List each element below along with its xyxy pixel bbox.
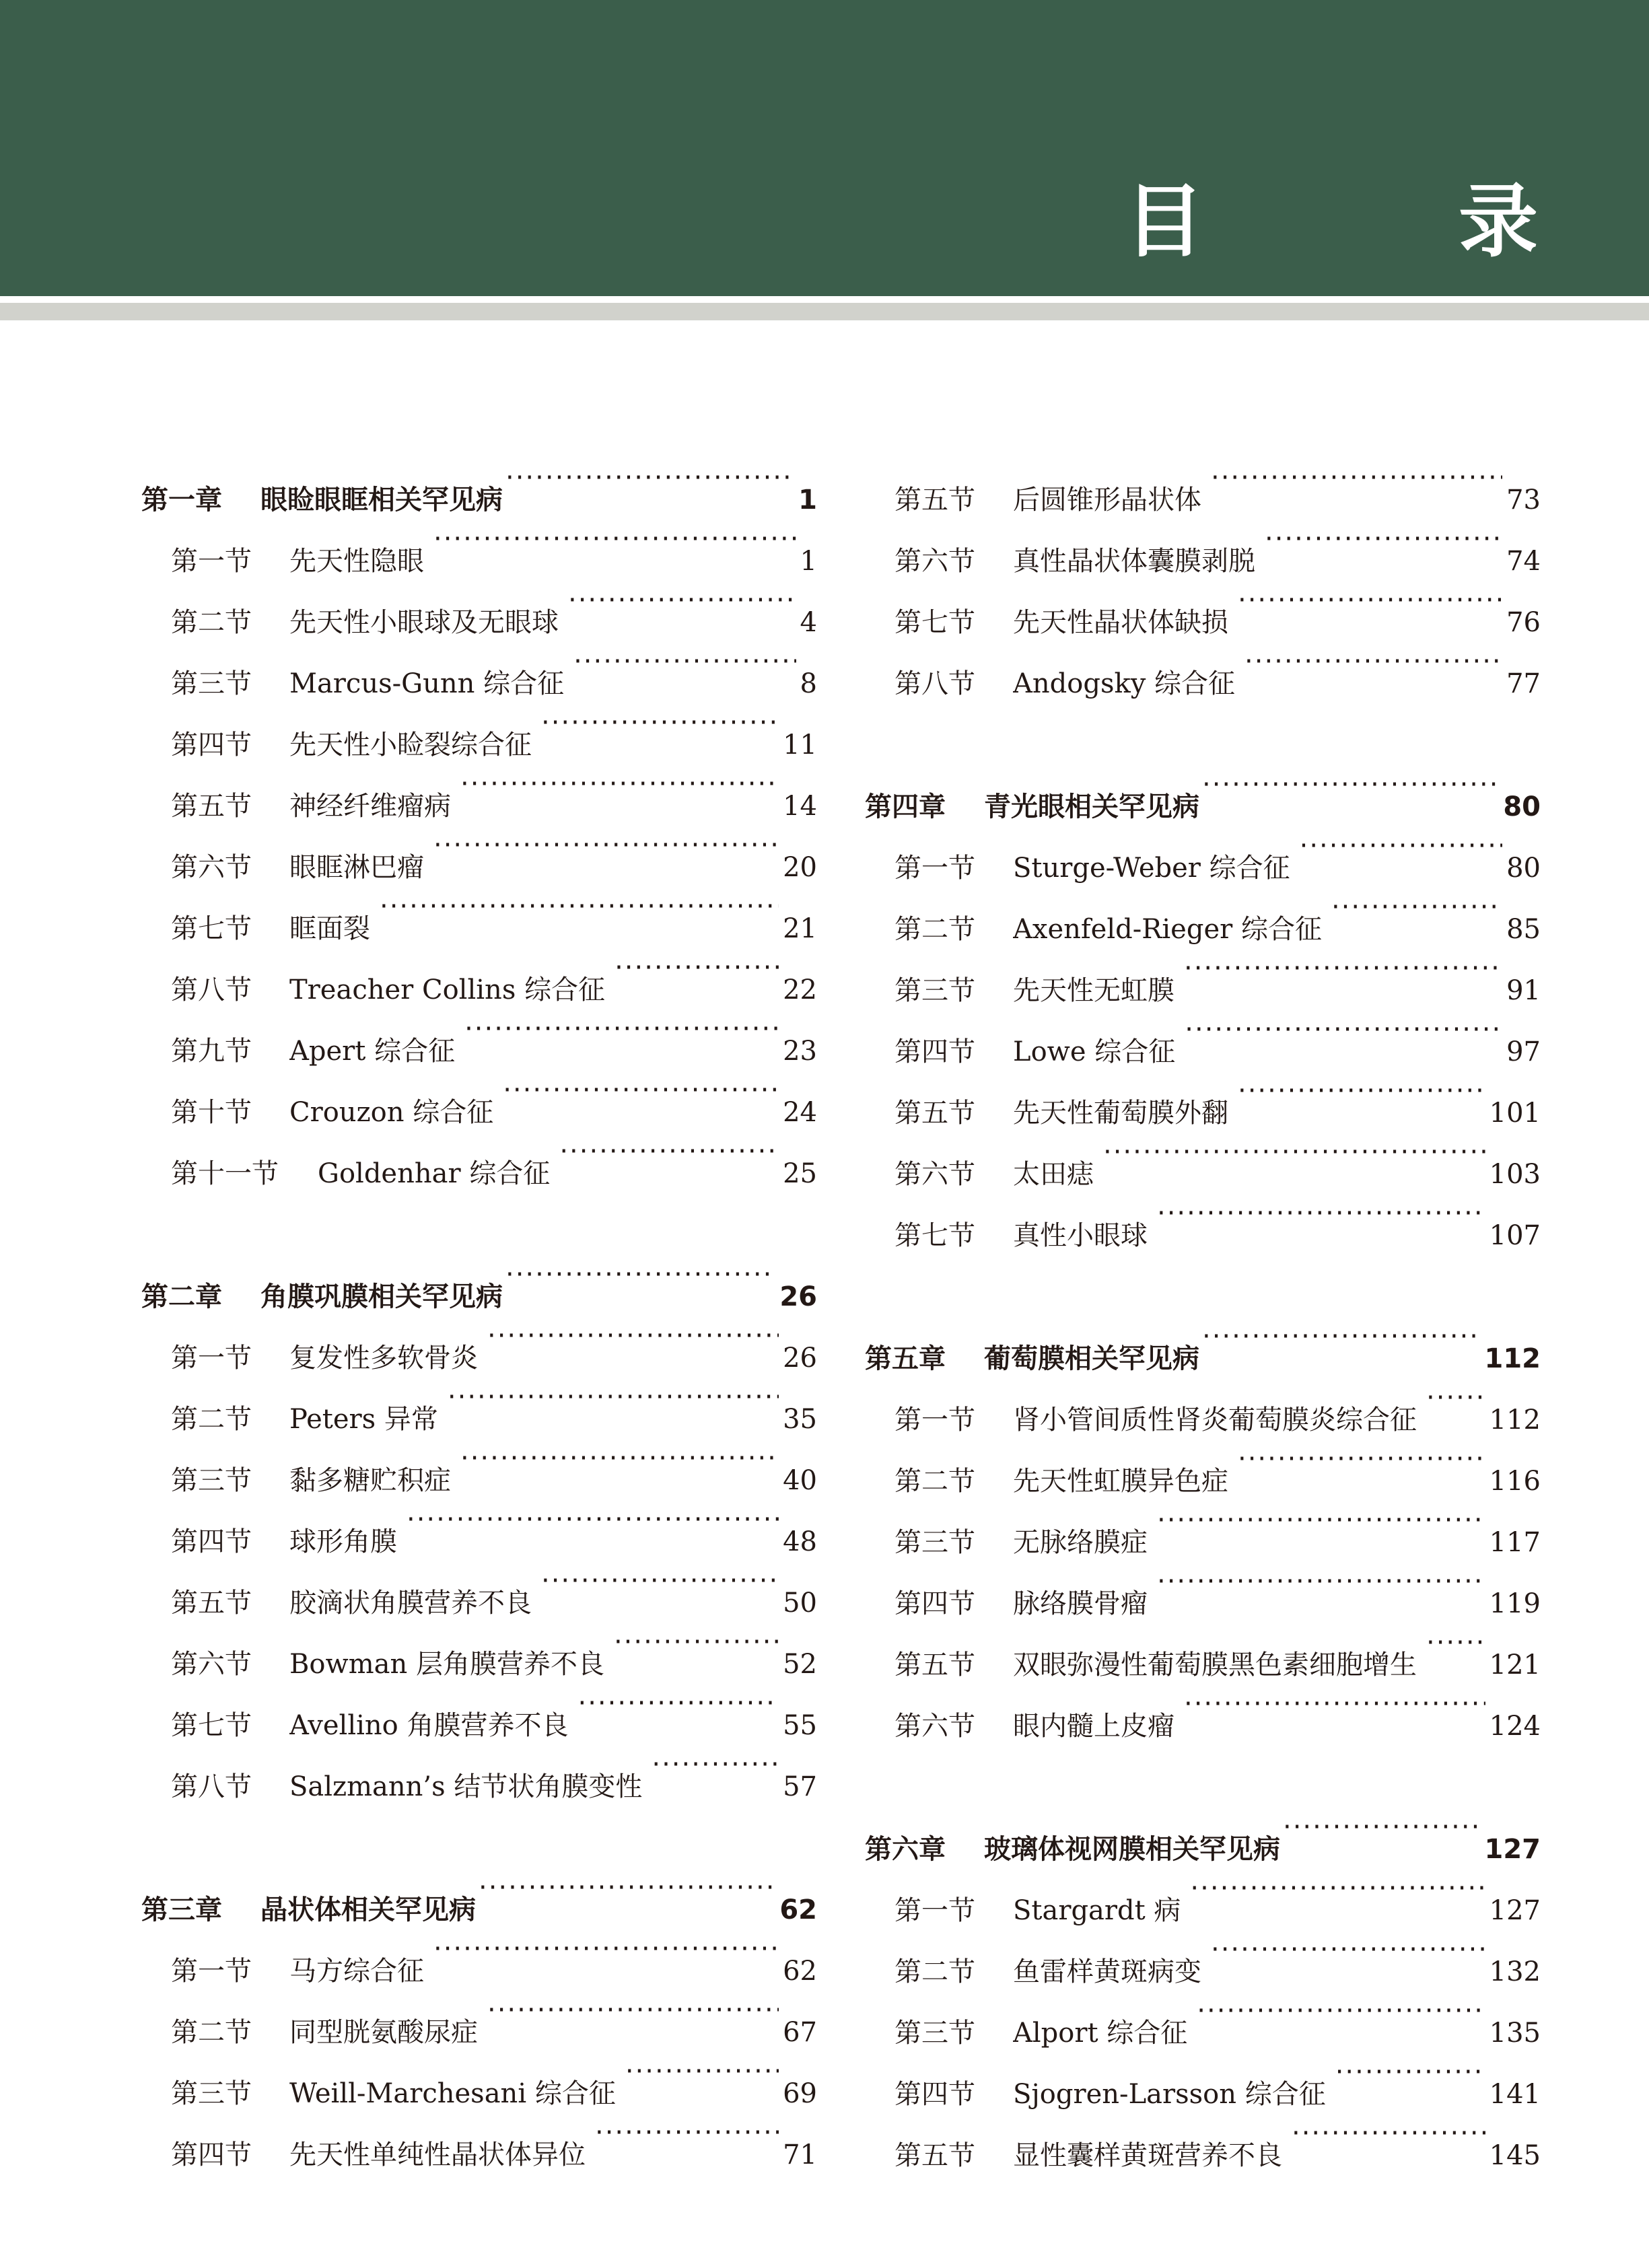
dot-leader — [464, 999, 779, 1060]
dot-leader — [1157, 1183, 1485, 1244]
section-title: 先天性小眼球及无眼球 — [289, 607, 559, 638]
section-page-number: 25 — [783, 1158, 817, 1189]
chapter-entry[interactable] — [865, 1306, 1541, 1374]
section-number: 第一节 — [894, 1405, 975, 1436]
section-page-number: 101 — [1489, 1098, 1541, 1129]
dot-leader — [460, 1428, 779, 1489]
section-number: 第四节 — [894, 2079, 975, 2110]
section-number: 第四节 — [894, 1588, 975, 1619]
dot-leader — [487, 1980, 779, 2041]
section-page-number: 11 — [783, 730, 817, 760]
section-title: 脉络膜骨瘤 — [1013, 1588, 1148, 1619]
chapter-entry[interactable] — [141, 1857, 817, 1925]
section-page-number: 124 — [1489, 1711, 1541, 1742]
section-title: Andogsky 综合征 — [1013, 668, 1236, 699]
section-page-number: 69 — [783, 2078, 817, 2109]
dot-leader — [460, 754, 779, 815]
dot-leader — [577, 1673, 779, 1734]
section-title: Treacher Collins 综合征 — [289, 974, 606, 1005]
dot-leader — [1211, 448, 1502, 509]
chapter-title: 玻璃体视网膜相关罕见病 — [984, 1834, 1280, 1865]
chapter-title: 晶状体相关罕见病 — [260, 1894, 476, 1925]
section-page-number: 85 — [1506, 914, 1541, 945]
section-title: Salzmann’s 结节状角膜变性 — [289, 1771, 643, 1802]
dot-leader — [1190, 1858, 1485, 1919]
dot-leader — [568, 570, 796, 631]
chapter-number: 第六章 — [865, 1834, 946, 1865]
section-page-number: 97 — [1506, 1036, 1541, 1067]
section-number: 第六节 — [171, 1649, 252, 1680]
dot-leader — [1157, 1490, 1485, 1551]
section-title: 眼内髓上皮瘤 — [1013, 1711, 1174, 1742]
dot-leader — [1202, 754, 1499, 816]
section-number: 第三节 — [171, 2078, 252, 2109]
section-page-number: 77 — [1506, 668, 1541, 699]
chapter-number: 第四章 — [865, 791, 946, 822]
section-page-number: 57 — [783, 1771, 817, 1802]
section-page-number: 48 — [783, 1526, 817, 1557]
section-number: 第四节 — [171, 2139, 252, 2170]
section-number: 第三节 — [894, 2018, 975, 2049]
section-page-number: 135 — [1489, 2018, 1541, 2049]
section-page-number: 103 — [1489, 1159, 1541, 1190]
section-title: 无脉络膜症 — [1013, 1527, 1148, 1558]
section-title: 真性小眼球 — [1013, 1220, 1148, 1251]
dot-leader — [433, 1919, 779, 1980]
section-page-number: 91 — [1506, 975, 1541, 1006]
chapter-entry[interactable] — [865, 1797, 1541, 1865]
section-page-number: 14 — [783, 791, 817, 822]
section-title: 显性囊样黄斑营养不良 — [1013, 2140, 1282, 2171]
dot-leader — [1292, 2103, 1485, 2164]
section-number: 第四节 — [171, 730, 252, 760]
dot-leader — [1238, 1429, 1485, 1490]
dot-leader — [505, 1244, 775, 1306]
section-title: Avellino 角膜营养不良 — [289, 1710, 569, 1741]
section-title: 胶滴状角膜营养不良 — [289, 1588, 532, 1619]
section-number: 第二节 — [171, 2017, 252, 2048]
section-title: Sturge-Weber 综合征 — [1013, 853, 1290, 884]
chapter-page-number: 127 — [1484, 1834, 1541, 1865]
section-title: 真性晶状体囊膜剥脱 — [1013, 546, 1255, 577]
section-number: 第四节 — [171, 1526, 252, 1557]
section-title: 鱼雷样黄斑病变 — [1013, 1956, 1201, 1987]
section-title: Goldenhar 综合征 — [318, 1158, 551, 1189]
section-title: 肾小管间质性肾炎葡萄膜炎综合征 — [1013, 1405, 1417, 1436]
chapter-title: 眼睑眼眶相关罕见病 — [260, 485, 503, 516]
section-number: 第十一节 — [171, 1158, 279, 1189]
toc-chapter — [865, 754, 1541, 1251]
section-page-number: 71 — [783, 2139, 817, 2170]
section-title: Lowe 综合征 — [1013, 1036, 1176, 1067]
dot-leader — [595, 2102, 779, 2164]
dot-leader — [1211, 1919, 1485, 1981]
section-page-number: 80 — [1506, 853, 1541, 884]
section-number: 第二节 — [894, 914, 975, 945]
section-page-number: 119 — [1489, 1588, 1541, 1619]
section-page-number: 62 — [783, 1956, 817, 1987]
section-title: Sjogren-Larsson 综合征 — [1013, 2079, 1326, 2110]
section-title: 先天性单纯性晶状体异位 — [289, 2139, 586, 2170]
toc-column-right — [865, 448, 1541, 2226]
section-number: 第一节 — [894, 853, 975, 884]
section-page-number: 127 — [1489, 1895, 1541, 1926]
dot-leader — [1185, 999, 1502, 1061]
section-title: Weill-Marchesani 综合征 — [289, 2078, 616, 2109]
dot-leader — [652, 1734, 779, 1796]
dot-leader — [487, 1306, 779, 1367]
section-page-number: 145 — [1489, 2140, 1541, 2171]
section-title: 复发性多软骨炎 — [289, 1343, 478, 1374]
toc-chapter — [865, 448, 1541, 699]
section-number: 第八节 — [171, 1771, 252, 1802]
section-page-number: 132 — [1489, 1956, 1541, 1987]
section-title: Peters 异常 — [289, 1404, 438, 1435]
dot-leader — [615, 937, 779, 999]
section-title: 先天性晶状体缺损 — [1013, 607, 1228, 638]
section-page-number: 73 — [1506, 485, 1541, 516]
section-number: 第一节 — [171, 546, 252, 577]
section-number: 第三节 — [894, 975, 975, 1006]
toc-chapter — [141, 1244, 817, 1802]
dot-leader — [559, 1121, 779, 1182]
section-entry[interactable] — [865, 448, 1541, 516]
section-page-number: 22 — [783, 974, 817, 1005]
dot-leader — [573, 631, 796, 693]
section-number: 第七节 — [171, 1710, 252, 1741]
dot-leader — [503, 1060, 779, 1121]
dot-leader — [1300, 816, 1502, 877]
dot-leader — [1283, 1797, 1481, 1858]
chapter-title: 青光眼相关罕见病 — [984, 791, 1199, 822]
dot-leader — [505, 448, 794, 509]
section-title: 先天性小睑裂综合征 — [289, 730, 532, 760]
chapter-page-number: 80 — [1503, 791, 1541, 822]
section-number: 第七节 — [894, 607, 975, 638]
dot-leader — [1426, 1613, 1485, 1674]
section-title: Crouzon 综合征 — [289, 1097, 494, 1128]
section-number: 第五节 — [171, 791, 252, 822]
dot-leader — [1103, 1122, 1485, 1183]
section-number: 第六节 — [171, 852, 252, 883]
section-number: 第二节 — [171, 607, 252, 638]
section-page-number: 121 — [1489, 1650, 1541, 1680]
toc-chapter — [141, 1857, 817, 2170]
dot-leader — [380, 876, 779, 937]
chapter-entry[interactable] — [141, 1244, 817, 1312]
section-number: 第二节 — [894, 1466, 975, 1497]
dot-leader — [407, 1489, 779, 1551]
dot-leader — [1426, 1368, 1485, 1429]
section-page-number: 35 — [783, 1404, 817, 1435]
chapter-page-number: 26 — [779, 1281, 817, 1312]
dot-leader — [1238, 570, 1502, 631]
section-page-number: 74 — [1506, 546, 1541, 577]
toc-chapter — [865, 1797, 1541, 2171]
dot-leader — [1157, 1551, 1485, 1613]
section-page-number: 116 — [1489, 1466, 1541, 1497]
dot-leader — [1202, 1306, 1481, 1368]
section-number: 第八节 — [171, 974, 252, 1005]
dot-leader — [1197, 1981, 1485, 2042]
section-page-number: 8 — [800, 668, 817, 699]
section-title: 眶面裂 — [289, 913, 370, 944]
section-page-number: 112 — [1489, 1405, 1541, 1436]
dot-leader — [1184, 938, 1502, 999]
section-number: 第三节 — [171, 1465, 252, 1496]
section-number: 第九节 — [171, 1036, 252, 1067]
section-title: Marcus-Gunn 综合征 — [289, 668, 565, 699]
dot-leader — [433, 509, 796, 570]
dot-leader — [433, 815, 779, 876]
section-number: 第三节 — [171, 668, 252, 699]
section-page-number: 50 — [783, 1588, 817, 1619]
section-title: Stargardt 病 — [1013, 1895, 1181, 1926]
section-page-number: 23 — [783, 1036, 817, 1067]
section-page-number: 20 — [783, 852, 817, 883]
section-number: 第三节 — [894, 1527, 975, 1558]
section-title: 眼眶淋巴瘤 — [289, 852, 424, 883]
section-number: 第十节 — [171, 1097, 252, 1128]
dot-leader — [448, 1367, 779, 1428]
section-title: 后圆锥形晶状体 — [1013, 485, 1201, 516]
dot-leader — [541, 1551, 779, 1612]
toc-chapter — [865, 1306, 1541, 1742]
dot-leader — [1265, 509, 1502, 570]
header-rule-gray — [0, 303, 1649, 320]
section-title: 太田痣 — [1013, 1159, 1094, 1190]
section-page-number: 21 — [783, 913, 817, 944]
toc-column-left — [141, 448, 817, 2226]
chapter-page-number: 112 — [1484, 1343, 1541, 1374]
dot-leader — [1238, 1061, 1485, 1122]
dot-leader — [625, 2041, 779, 2102]
dot-leader — [1331, 877, 1502, 938]
section-page-number: 1 — [800, 546, 817, 577]
section-title: Axenfeld-Rieger 综合征 — [1013, 914, 1322, 945]
dot-leader — [1244, 631, 1502, 693]
section-number: 第一节 — [894, 1895, 975, 1926]
section-page-number: 67 — [783, 2017, 817, 2048]
dot-leader — [541, 693, 779, 754]
chapter-entry[interactable] — [141, 448, 817, 516]
section-title: Bowman 层角膜营养不良 — [289, 1649, 604, 1680]
chapter-number: 第一章 — [141, 485, 222, 516]
section-title: 先天性虹膜异色症 — [1013, 1466, 1228, 1497]
section-title: 同型胱氨酸尿症 — [289, 2017, 478, 2048]
section-page-number: 24 — [783, 1097, 817, 1128]
section-number: 第四节 — [894, 1036, 975, 1067]
section-title: 黏多糖贮积症 — [289, 1465, 451, 1496]
section-title: 球形角膜 — [289, 1526, 397, 1557]
chapter-number: 第五章 — [865, 1343, 946, 1374]
chapter-title: 角膜巩膜相关罕见病 — [260, 1281, 503, 1312]
section-title: 马方综合征 — [289, 1956, 424, 1987]
section-number: 第六节 — [894, 1159, 975, 1190]
section-number: 第二节 — [894, 1956, 975, 1987]
chapter-title: 葡萄膜相关罕见病 — [984, 1343, 1199, 1374]
section-number: 第一节 — [171, 1956, 252, 1987]
section-number: 第一节 — [171, 1343, 252, 1374]
section-title: 先天性无虹膜 — [1013, 975, 1174, 1006]
section-title: 双眼弥漫性葡萄膜黑色素细胞增生 — [1013, 1650, 1417, 1680]
section-number: 第七节 — [171, 913, 252, 944]
section-number: 第五节 — [894, 485, 975, 516]
section-title: 先天性隐眼 — [289, 546, 424, 577]
section-number: 第七节 — [894, 1220, 975, 1251]
section-page-number: 55 — [783, 1710, 817, 1741]
section-page-number: 52 — [783, 1649, 817, 1680]
dot-leader — [1184, 1674, 1485, 1735]
section-page-number: 40 — [783, 1465, 817, 1496]
section-number: 第八节 — [894, 668, 975, 699]
chapter-page-number: 1 — [798, 485, 817, 516]
dot-leader — [614, 1612, 779, 1673]
chapter-number: 第二章 — [141, 1281, 222, 1312]
header-rule-white — [0, 296, 1649, 303]
dot-leader — [1335, 2042, 1485, 2103]
section-page-number: 4 — [800, 607, 817, 638]
section-page-number: 107 — [1489, 1220, 1541, 1251]
section-page-number: 141 — [1489, 2079, 1541, 2110]
page-title: 目 录 — [1124, 174, 1625, 268]
dot-leader — [479, 1857, 775, 1919]
section-page-number: 76 — [1506, 607, 1541, 638]
section-title: Apert 综合征 — [289, 1036, 456, 1067]
section-title: Alport 综合征 — [1013, 2018, 1188, 2049]
section-number: 第五节 — [894, 1098, 975, 1129]
chapter-page-number: 62 — [779, 1894, 817, 1925]
section-number: 第五节 — [894, 1650, 975, 1680]
section-number: 第六节 — [894, 546, 975, 577]
chapter-number: 第三章 — [141, 1894, 222, 1925]
section-page-number: 26 — [783, 1343, 817, 1374]
chapter-entry[interactable] — [865, 754, 1541, 822]
toc-chapter — [141, 448, 817, 1189]
section-page-number: 117 — [1489, 1527, 1541, 1558]
section-number: 第二节 — [171, 1404, 252, 1435]
section-number: 第六节 — [894, 1711, 975, 1742]
section-number: 第五节 — [894, 2140, 975, 2171]
section-title: 神经纤维瘤病 — [289, 791, 451, 822]
section-number: 第五节 — [171, 1588, 252, 1619]
section-title: 先天性葡萄膜外翻 — [1013, 1098, 1228, 1129]
